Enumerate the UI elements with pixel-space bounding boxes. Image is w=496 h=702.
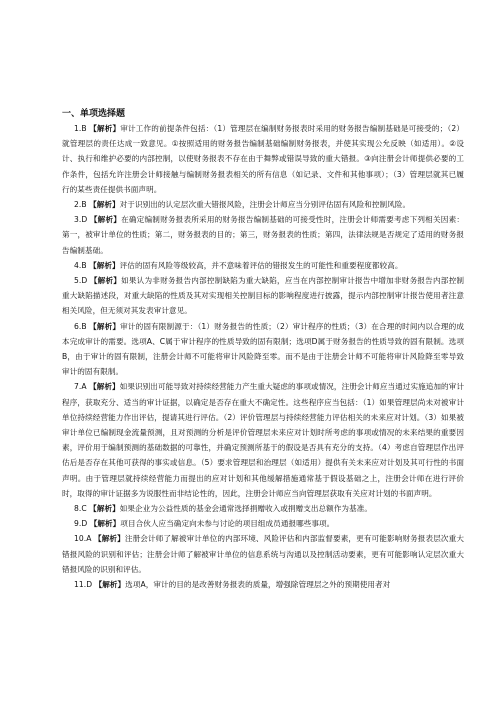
answer-item-5 (62, 273, 464, 319)
item-number: 4.B (74, 260, 87, 270)
analysis-tag: 【解析】 (89, 260, 120, 270)
analysis-tag: 【解析】 (89, 124, 121, 133)
item-text: 在确定编制财务报表所采用的财务报告编制基础的可接受性时，注册会计师需要考虑下列相关因素：第一，被审计单位的性质；第二，财务报表的目的；第三，财务报表的性质；第四，法律法规是否规定了适用的财务报告编制基础。 (62, 215, 465, 255)
item-text: 如果认为非财务报告内部控制缺陷为重大缺陷，应当在内部控制审计报告中增加非财务报告内部控制重大缺陷描述段，对重大缺陷的性质及其对实现相关控制目标的影响程度进行披露，提示内部控制审计报告使用者注意相关风险，但无须对其发表审计意见。 (62, 276, 465, 316)
item-text: 项目合伙人应当确定向未参与讨论的项目组成员通报哪些事项。 (120, 519, 335, 529)
item-text: 评估的固有风险等级较高，并不意味着评估的错报发生的可能性和重要程度都较高。 (119, 260, 403, 270)
item-number: 8.C (74, 504, 87, 514)
item-number: 2.B (74, 200, 87, 210)
answer-item-4 (62, 258, 464, 273)
analysis-tag: 【解析】 (89, 382, 120, 392)
item-number: 6.B (74, 321, 87, 331)
item-number: 9.D (74, 519, 88, 529)
analysis-tag: 【解析】 (94, 580, 126, 590)
answer-item-6 (62, 319, 464, 380)
item-number: 5.D (74, 276, 88, 286)
answer-list (62, 121, 464, 592)
answer-item-1 (62, 121, 464, 197)
item-text: 审计的固有限制源于：（1）财务报告的性质；（2）审计程序的性质；（3）在合理的时间内以合理的成本完成审计的需要。选项A、C属于审计程序的性质导致的固有限制；选项D属于财务报告的性质导致的固有限制。选项B，由于审计的固有限制，注册会计师不可能将审计风险降至零。而不是由于注册会计师不可能将审计风险降至零导致审计的固有限制。 (62, 321, 464, 377)
answer-item-10 (62, 531, 464, 577)
item-number: 7.A (74, 382, 87, 392)
analysis-tag: 【解析】 (89, 504, 120, 514)
item-text: 审计工作的前提条件包括：（1）管理层在编制财务报表时采用的财务报告编制基础是可接受的；（2）就管理层的责任达成一致意见。①按照适用的财务报告编制基础编制财务报表，并使其实现公允反映（如适用）。②设计、执行和维护必要的内部控制，以使财务报表不存在由于舞弊或错误导致的重大错报。③向注册会计师提供必要的工作条件，包括允许注册会计师接触与编制财务报表相关的所有信息（如记录、文件和其他事项）；（3）管理层就其已履行的某些责任提供书面声明。 (62, 124, 465, 194)
answer-item-8 (62, 501, 464, 516)
item-text: 选项A，审计的目的是改善财务报表的质量，增强除管理层之外的预期使用者对 (125, 580, 391, 590)
item-text: 如果识别出可能导致对持续经营能力产生重大疑虑的事项或情况，注册会计师应当通过实施追加的审计程序，获取充分、适当的审计证据，以确定是否存在重大不确定性。这些程序应当包括：（1）如果管理层尚未对被审计单位持续经营能力作出评估，提请其进行评估。（2）评价管理层与持续经营能力评估相关的未来应对计划。（3）如果被审计单位已编制现金流量预测，且对预测的分析是评价管理层未来应对计划时所考虑的事项或情况的未来结果的重要因素，评价用于编制预测的基础数据的可靠性，并确定预测所基于的假设是否具有充分的支持。（4）考虑自管理层作出评估后是否存在其他可获得的事实或信息。（5）要求管理层和治理层（如适用）提供有关未来应对计划及其可行性的书面声明。由于管理层就持续经营能力而提出的应对计划和其他缓解措施通常基于假设基础之上，注册会计师在进行评价时，取得的审计证据多为说服性而非结论性的，因此，注册会计师应当向管理层获取有关应对计划的书面声明。 (62, 382, 465, 498)
answer-item-11 (62, 577, 464, 592)
item-number: 1.B (74, 124, 87, 133)
analysis-tag: 【解析】 (89, 519, 121, 529)
answer-item-7 (62, 379, 464, 501)
answer-item-2 (62, 197, 464, 212)
document-page (62, 107, 464, 592)
analysis-tag: 【解析】 (94, 534, 125, 544)
item-number: 3.D (74, 215, 88, 225)
item-text: 对于识别出的认定层次重大错报风险，注册会计师应当分别评估固有风险和控制风险。 (119, 200, 411, 210)
answer-item-3 (62, 212, 464, 258)
answer-item-9 (62, 516, 464, 531)
item-text: 注册会计师了解被审计单位的内部环境、风险评估和内部监督要素，更有可能影响财务报表层次重大错报风险的识别和评估；注册会计师了解被审计单位的信息系统与沟通以及控制活动要素，更有可能影响认定层次重大错报风险的识别和评估。 (62, 534, 464, 574)
analysis-tag: 【解析】 (89, 200, 120, 210)
analysis-tag: 【解析】 (89, 321, 121, 331)
item-text: 如果企业为公益性质的基金会通常选择捐赠收入或捐赠支出总额作为基准。 (119, 504, 372, 514)
section-heading: 一、单项选择题 (62, 109, 126, 119)
item-number: 11.D (74, 580, 93, 590)
analysis-tag: 【解析】 (89, 215, 122, 225)
analysis-tag: 【解析】 (89, 276, 122, 286)
item-number: 10.A (74, 534, 92, 544)
